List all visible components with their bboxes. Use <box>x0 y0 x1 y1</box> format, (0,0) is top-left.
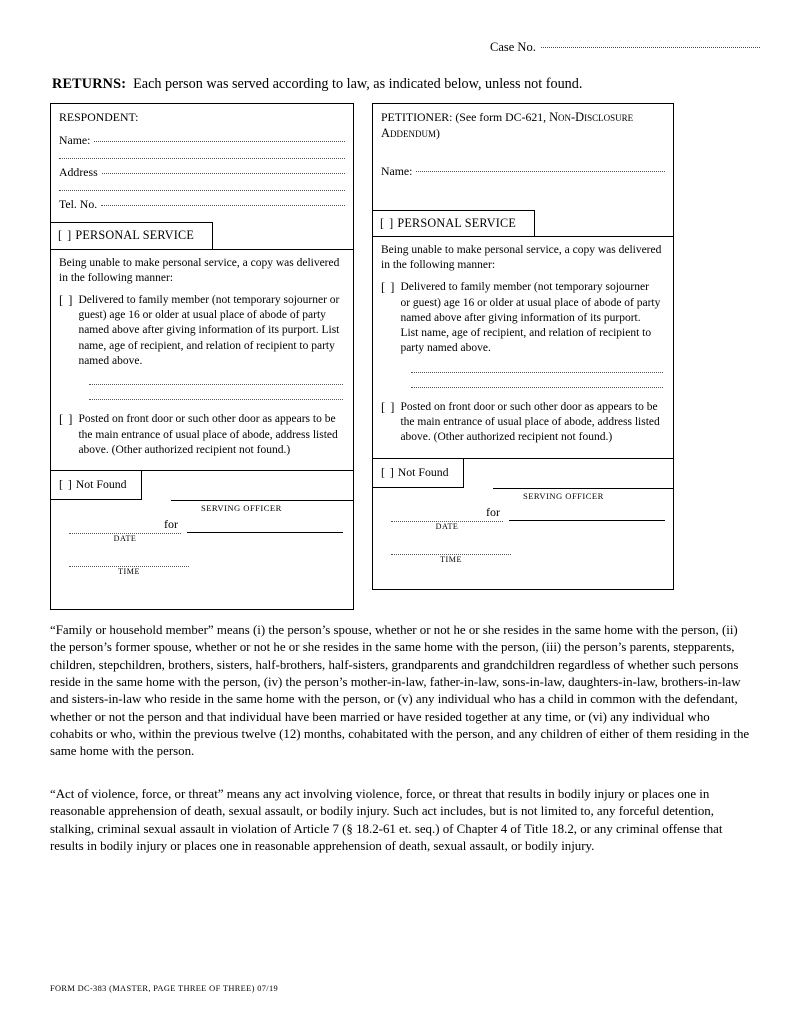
petitioner-name-field[interactable] <box>373 164 673 179</box>
respondent-address-line-2[interactable] <box>51 189 353 191</box>
petitioner-delivered-option[interactable] <box>373 273 673 356</box>
returns-title: RETURNS: <box>52 76 127 92</box>
case-number-field[interactable] <box>490 40 760 55</box>
respondent-name-dotted-line-2[interactable] <box>59 157 345 159</box>
petitioner-delivered-text: Delivered to family member (not temporary sojourner or guest) age 16 or older at usual place of abode of party named above after giving information of its purport. List name, age of recipient, and relation of recipient to party named above. <box>400 281 661 355</box>
respondent-delivered-text: Delivered to family member (not temporary sojourner or guest) age 16 or older at usual place of abode of party named above after giving information of its purport. List name, age of recipient, and relation of recipient to party named above. <box>78 293 340 367</box>
petitioner-not-found-label: Not Found <box>397 464 449 479</box>
petitioner-heading-addendum: Non-Disclosure Addendum <box>381 110 634 140</box>
respondent-serving-officer-label: SERVING OFFICER <box>201 503 282 514</box>
respondent-delivered-bracket[interactable]: [ ] <box>59 292 74 307</box>
returns-statement: Each person was served according to law, as indicated below, unless not found. <box>133 76 583 92</box>
petitioner-personal-service-bracket[interactable]: [ ] <box>380 215 395 230</box>
petitioner-heading-main: PETITIONER: (See form DC-621, <box>381 110 550 124</box>
respondent-name-dotted-line[interactable] <box>94 140 345 142</box>
definition-act-of-violence: “Act of violence, force, or threat” means any act involving violence, force, or threat that results in bodily injury or places one in reasonable apprehension of death, sexual assault, or bodily injury. Such act includes, but is not limited to, any forceful detention, stalking, criminal sexual assault in violation of Article 7 (§ 18.2-61 et. seq.) of Chapter 4 of Title 18.2, or any criminal offense that results in bodily injury or places one in reasonable apprehension of death, sexual assault, or bodily injury. <box>50 787 723 854</box>
respondent-posted-text: Posted on front door or such other door as appears to be the main entrance of usual place of abode, address listed above. (Other authorized recipient not found.) <box>78 413 338 456</box>
respondent-not-found-checkbox[interactable] <box>51 471 142 500</box>
respondent-name-label: Name: <box>59 133 91 148</box>
respondent-personal-service-checkbox[interactable] <box>50 222 213 249</box>
petitioner-not-found-checkbox[interactable] <box>373 459 464 488</box>
respondent-tel-dotted-line[interactable] <box>101 204 345 206</box>
respondent-name-line-2[interactable] <box>51 157 353 159</box>
respondent-address-dotted-line[interactable] <box>102 172 345 174</box>
petitioner-posted-option[interactable] <box>373 388 673 446</box>
petitioner-unable-text: Being unable to make personal service, a copy was delivered in the following manner: <box>381 244 662 272</box>
petitioner-not-found-row <box>373 458 673 564</box>
respondent-not-found-row <box>51 470 353 577</box>
respondent-not-found-bracket[interactable]: [ ] <box>59 477 73 492</box>
returns-heading <box>52 76 582 93</box>
petitioner-name-label: Name: <box>381 163 413 178</box>
definition-family-household-member: “Family or household member” means (i) the person’s spouse, whether or not he or she resides in the same home with the person, (ii) the person’s former spouse, whether or not he or she resides in the same home with the person, (iii) the person’s parents, stepparents, children, stepchildren, brothers, sisters, half-brothers, half-sisters, grandparents and grandchildren regardless of whether such persons reside in the same home with the person, (iv) the person’s mother-in-law, father-in-law, sons-in-law, daughters-in-law, brothers-in-law and sisters-in-law who reside in the same home with the person, or (v) any individual who has a child in common with the defendant, whether or not the person and that individual have been married or have resided together at any time, or (vi) any individual who cohabits or who, within the previous twelve (12) months, cohabitated with the person, and any children of either of them residing in the same home with the person. <box>50 623 750 759</box>
petitioner-personal-service-divider <box>373 236 673 237</box>
respondent-recipient-line-1[interactable] <box>89 383 343 385</box>
respondent-serving-officer-line[interactable] <box>171 500 353 501</box>
respondent-unable-text: Being unable to make personal service, a copy was delivered in the following manner: <box>59 256 340 284</box>
respondent-for-line[interactable] <box>187 531 343 533</box>
respondent-personal-service-bracket[interactable]: [ ] <box>58 228 73 243</box>
case-number-label: Case No. <box>490 40 536 54</box>
petitioner-personal-service-row <box>373 210 673 238</box>
respondent-personal-service-row <box>51 222 353 250</box>
petitioner-personal-service-label: PERSONAL SERVICE <box>397 215 517 230</box>
petitioner-for-line[interactable] <box>509 519 665 521</box>
respondent-not-found-label: Not Found <box>75 477 127 492</box>
respondent-return-box <box>50 103 354 610</box>
respondent-posted-option[interactable] <box>51 400 353 458</box>
petitioner-heading-close: ) <box>435 125 440 140</box>
respondent-personal-service-divider <box>51 249 353 250</box>
respondent-posted-bracket[interactable]: [ ] <box>59 412 74 427</box>
petitioner-personal-service-checkbox[interactable] <box>372 210 535 237</box>
petitioner-serving-officer-line[interactable] <box>493 488 673 489</box>
petitioner-delivered-bracket[interactable]: [ ] <box>381 280 396 295</box>
respondent-address-dotted-line-2[interactable] <box>59 189 345 191</box>
petitioner-recipient-line-1[interactable] <box>411 371 663 373</box>
respondent-tel-label: Tel. No. <box>59 197 98 212</box>
petitioner-for-label: for <box>486 504 500 519</box>
respondent-heading: RESPONDENT: <box>59 110 139 124</box>
petitioner-serving-officer-label: SERVING OFFICER <box>523 490 604 501</box>
respondent-name-field[interactable] <box>51 133 353 148</box>
petitioner-posted-text: Posted on front door or such other door as appears to be the main entrance of usual place of abode, address listed above. (Other authorized recipient not found.) <box>400 400 660 444</box>
case-number-dotted-line[interactable] <box>541 46 760 48</box>
petitioner-time-label: TIME <box>440 554 462 564</box>
petitioner-heading <box>373 104 673 144</box>
petitioner-return-box <box>372 103 674 590</box>
respondent-date-label: DATE <box>113 534 137 544</box>
respondent-address-field[interactable] <box>51 165 353 180</box>
respondent-time-label: TIME <box>118 567 140 577</box>
respondent-for-label: for <box>164 517 178 532</box>
petitioner-posted-bracket[interactable]: [ ] <box>381 399 396 414</box>
respondent-address-label: Address <box>59 165 98 180</box>
petitioner-name-dotted-line[interactable] <box>416 170 665 172</box>
respondent-delivered-option[interactable] <box>51 286 353 369</box>
petitioner-not-found-bracket[interactable]: [ ] <box>381 464 395 479</box>
form-footer: FORM DC-383 (MASTER, PAGE THREE OF THREE) 07/19 <box>50 984 279 993</box>
respondent-personal-service-label: PERSONAL SERVICE <box>75 228 195 243</box>
respondent-tel-field[interactable] <box>51 197 353 212</box>
petitioner-date-label: DATE <box>435 521 459 531</box>
